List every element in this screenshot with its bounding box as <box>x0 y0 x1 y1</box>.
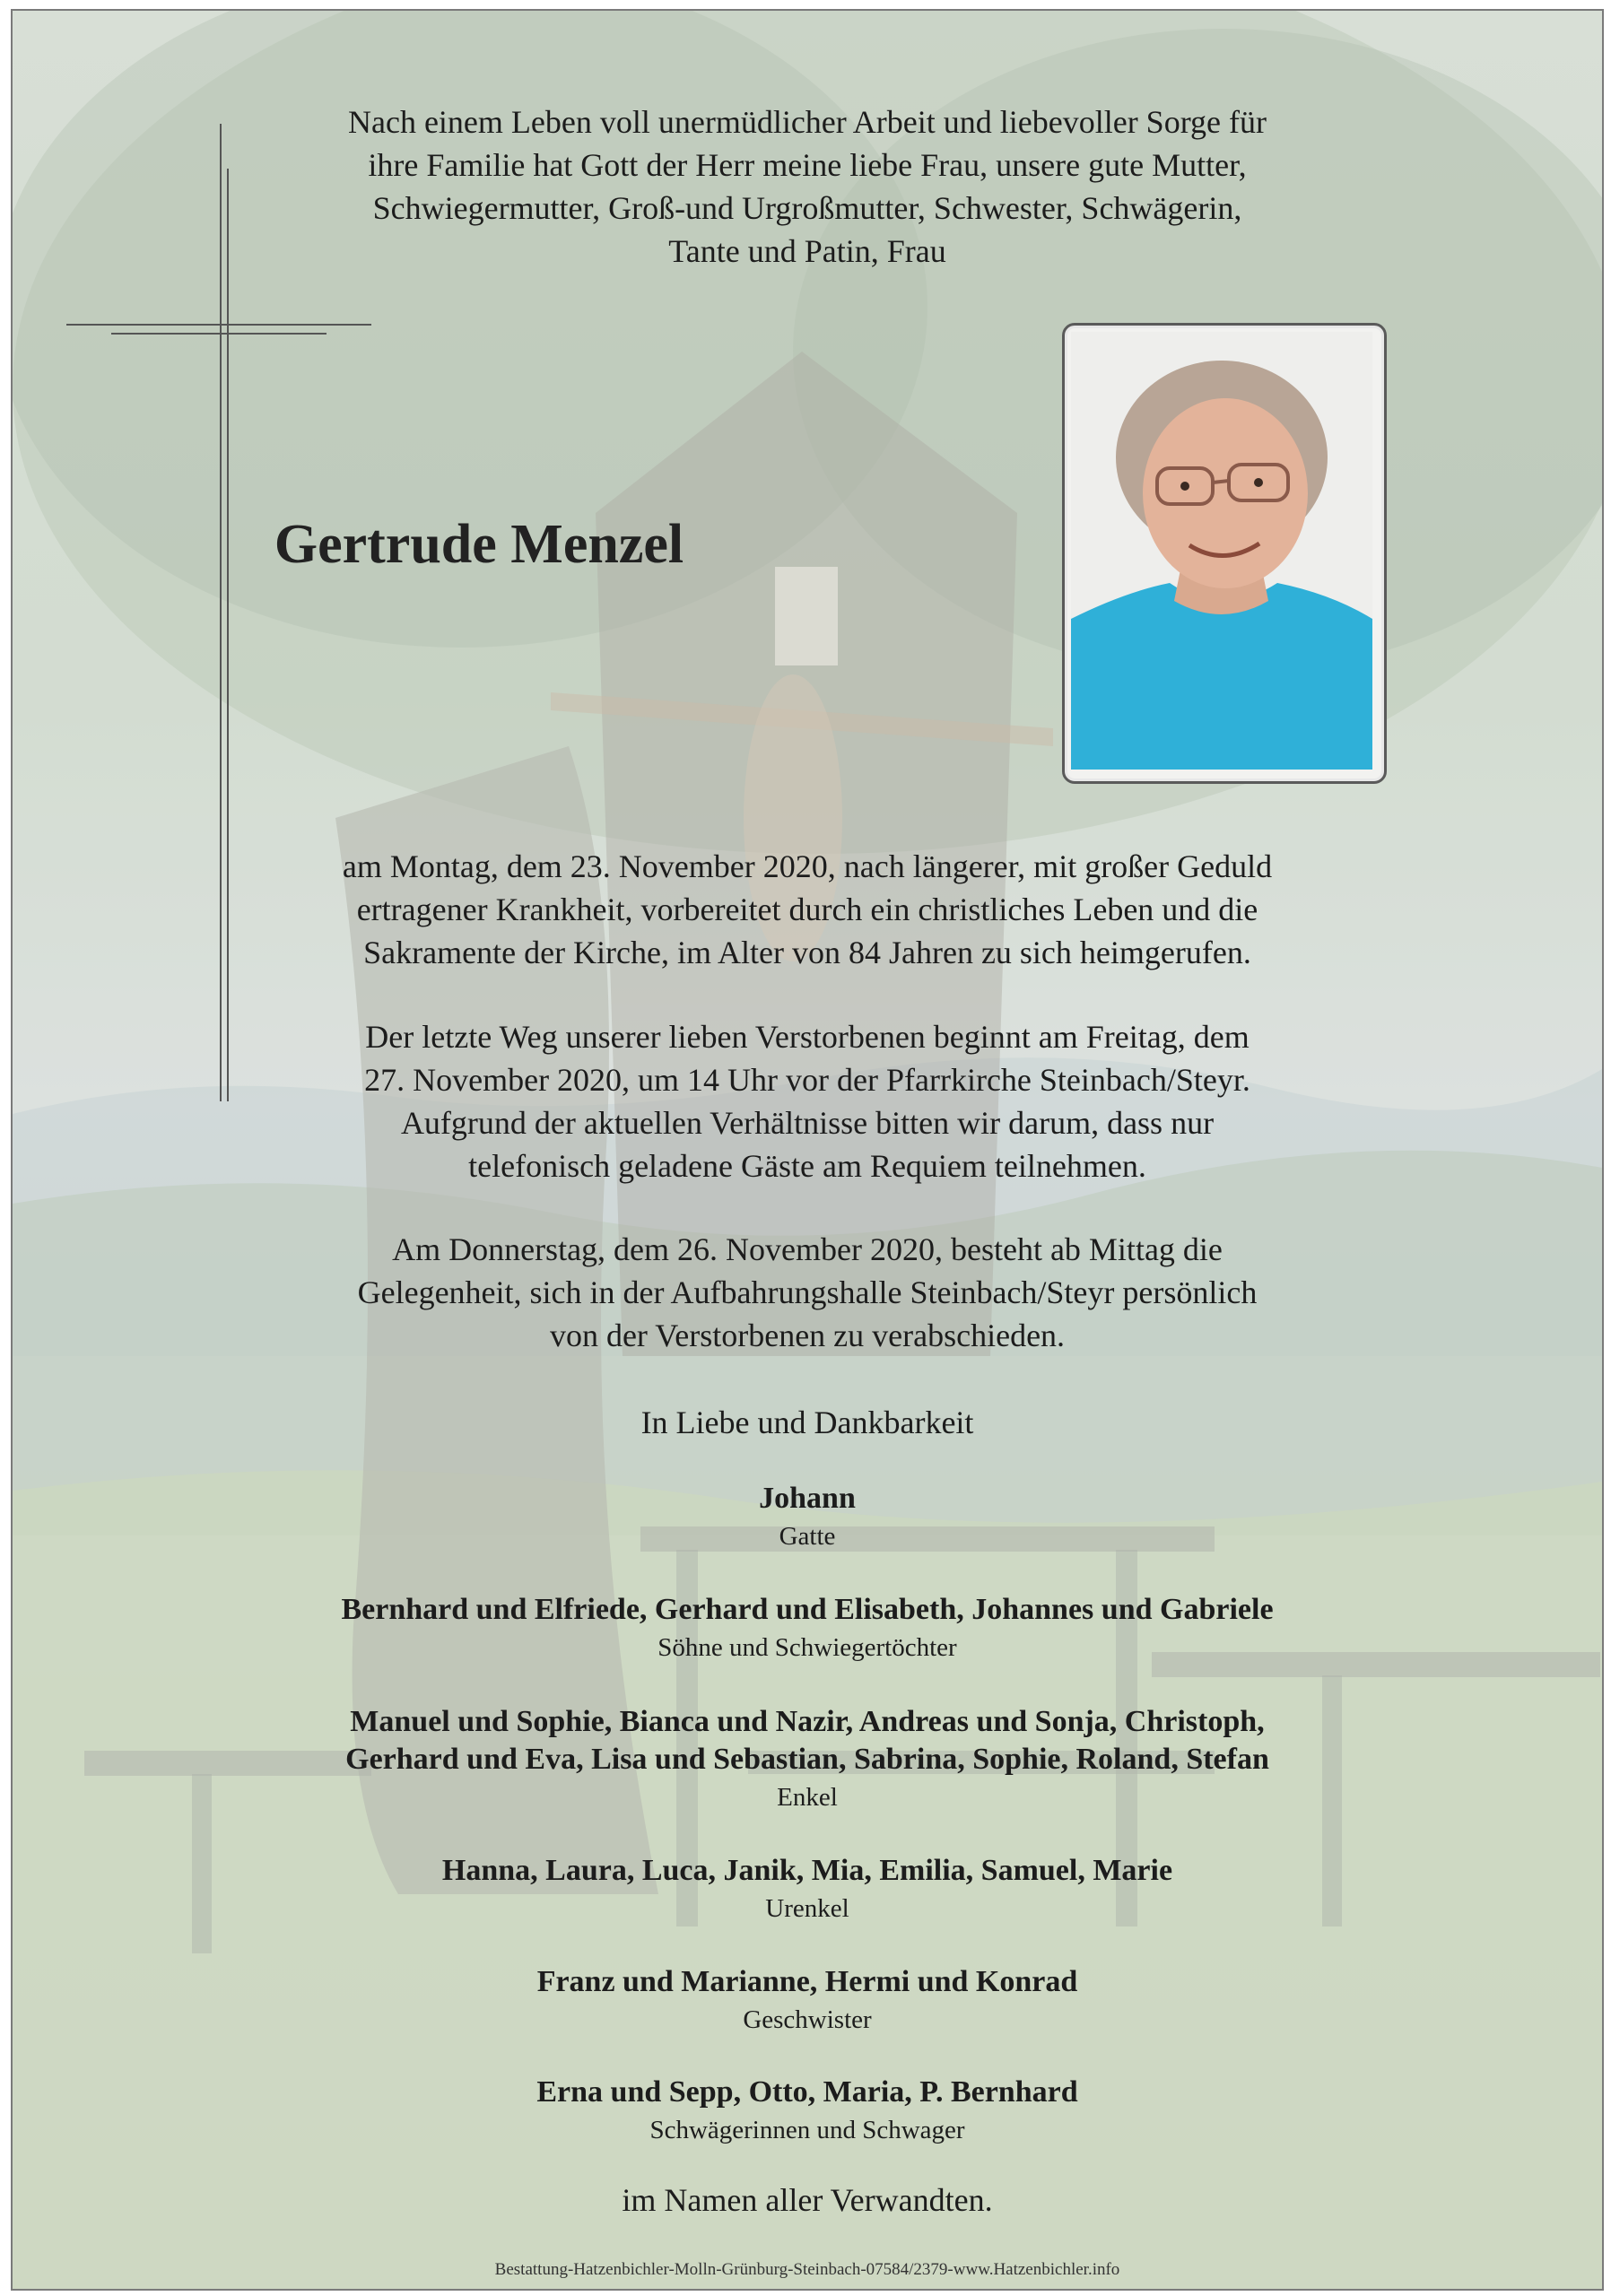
closing-line: im Namen aller Verwandten. <box>622 2182 993 2218</box>
paragraph-line: telefonisch geladene Gäste am Requiem teilnehmen. <box>468 1148 1146 1184</box>
paragraph-line: 27. November 2020, um 14 Uhr vor der Pfarrkirche Steinbach/Steyr. <box>364 1062 1250 1098</box>
intro-line: Nach einem Leben voll unermüdlicher Arbeit und liebevoller Sorge für <box>347 104 1267 140</box>
paragraph-line: Sakramente der Kirche, im Alter von 84 Jahren zu sich heimgerufen. <box>363 935 1251 970</box>
mourner-role: Gatte <box>779 1522 836 1551</box>
mourner-role: Urenkel <box>765 1894 849 1923</box>
portrait-image <box>1071 332 1372 770</box>
mourner-group <box>13 2074 1602 2147</box>
intro-text <box>13 100 1602 273</box>
love-line: In Liebe und Dankbarkeit <box>640 1405 974 1440</box>
mourner-names: Johann <box>759 1482 856 1515</box>
death-notice-paragraph <box>13 845 1602 974</box>
paragraph-line: Aufgrund der aktuellen Verhältnisse bitten wir darum, dass nur <box>400 1105 1215 1141</box>
mourner-names: Erna und Sepp, Otto, Maria, P. Bernhard <box>536 2075 1078 2109</box>
intro-line: Schwiegermutter, Groß-und Urgroßmutter, Schwester, Schwägerin, <box>372 190 1242 226</box>
mourner-role: Söhne und Schwiegertöchter <box>657 1633 957 1662</box>
obituary-sheet <box>11 9 1604 2291</box>
mourner-role: Enkel <box>777 1783 838 1812</box>
mourner-names: Franz und Marianne, Hermi und Konrad <box>536 1965 1078 1998</box>
mourner-names: Gerhard und Eva, Lisa und Sebastian, Sabrina, Sophie, Roland, Stefan <box>345 1743 1269 1776</box>
paragraph-line: am Montag, dem 23. November 2020, nach längerer, mit großer Geduld <box>342 848 1273 884</box>
paragraph-line: Am Donnerstag, dem 26. November 2020, besteht ab Mittag die <box>392 1231 1223 1267</box>
mourner-names: Hanna, Laura, Luca, Janik, Mia, Emilia, Samuel, Marie <box>441 1854 1173 1887</box>
mourner-group <box>13 1480 1602 1553</box>
intro-line: Tante und Patin, Frau <box>668 233 946 269</box>
deceased-name: Gertrude Menzel <box>274 514 684 575</box>
viewing-paragraph <box>13 1228 1602 1357</box>
paragraph-line: Der letzte Weg unserer lieben Verstorbenen beginnt am Freitag, dem <box>365 1019 1250 1055</box>
mourner-role: Schwägerinnen und Schwager <box>649 2116 965 2144</box>
paragraph-line: ertragener Krankheit, vorbereitet durch ein christliches Leben und die <box>356 891 1258 927</box>
paragraph-line: von der Verstorbenen zu verabschieden. <box>549 1318 1066 1353</box>
footer-imprint: Bestattung-Hatzenbichler-Molln-Grünburg-Steinbach-07584/2379-www.Hatzenbichler.info <box>494 2260 1120 2279</box>
paragraph-line: Gelegenheit, sich in der Aufbahrungshalle Steinbach/Steyr persönlich <box>357 1274 1258 1310</box>
mourner-group <box>13 1852 1602 1926</box>
funeral-paragraph <box>13 1015 1602 1187</box>
intro-line: ihre Familie hat Gott der Herr meine liebe Frau, unsere gute Mutter, <box>368 147 1247 183</box>
mourner-group <box>13 1591 1602 1665</box>
portrait-photo <box>1062 323 1387 784</box>
mourner-names: Bernhard und Elfriede, Gerhard und Elisabeth, Johannes und Gabriele <box>341 1593 1274 1626</box>
mourner-names: Manuel und Sophie, Bianca und Nazir, Andreas und Sonja, Christoph, <box>350 1705 1265 1738</box>
mourner-role: Geschwister <box>743 2005 872 2034</box>
mourner-group <box>13 1963 1602 2037</box>
mourner-group <box>13 1703 1602 1814</box>
